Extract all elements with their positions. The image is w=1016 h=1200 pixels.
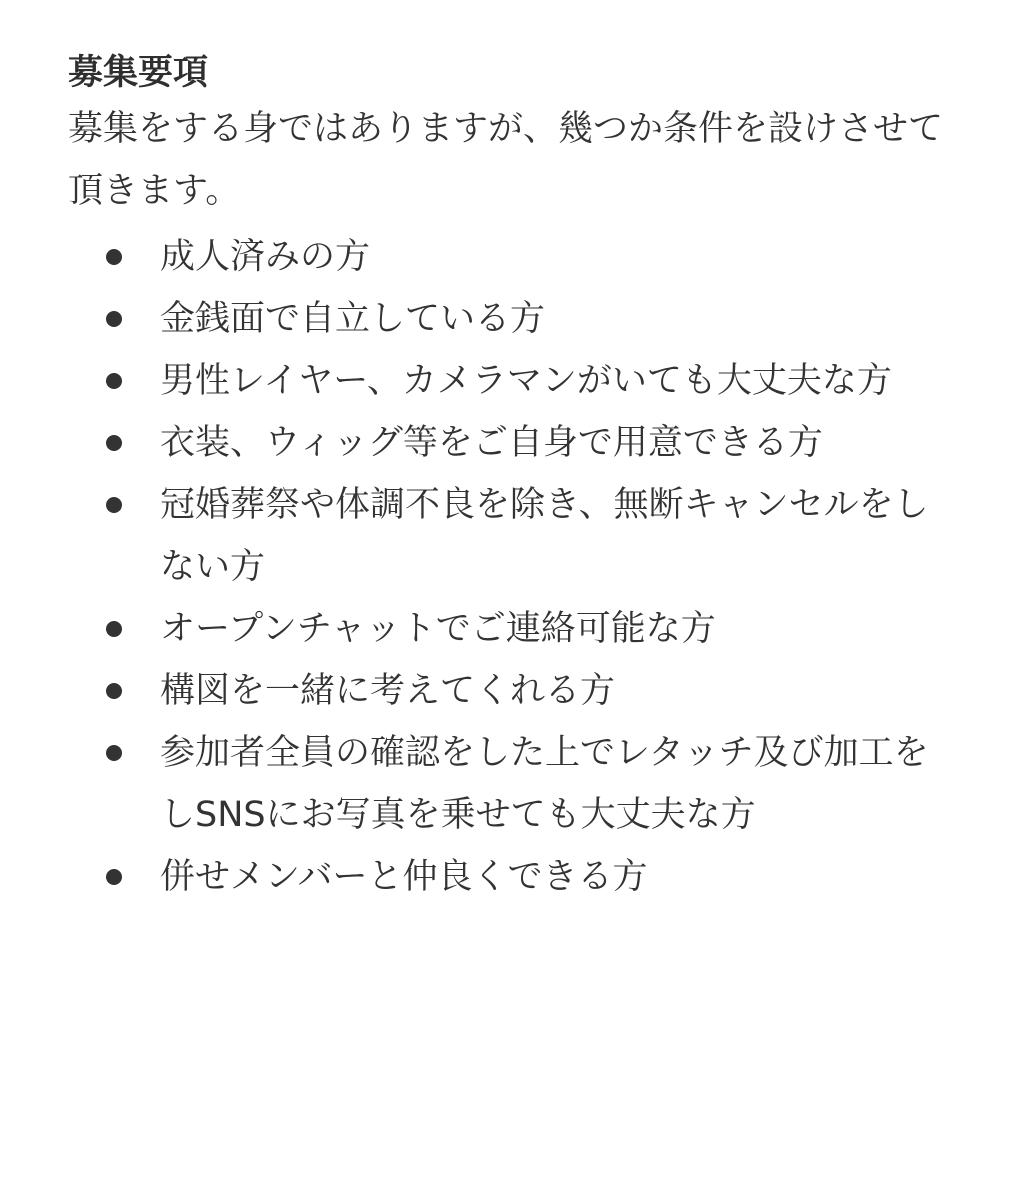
document-body: [68, 48, 948, 908]
list-item: [68, 722, 948, 846]
list-item-text: 参加者全員の確認をした上でレタッチ及び加工をしSNSにお写真を乗せても大丈夫な方: [160, 733, 929, 835]
list-item-text: 構図を一緒に考えてくれる方: [160, 671, 616, 711]
bullet-icon: [106, 683, 122, 699]
list-item: [68, 288, 948, 350]
bullet-icon: [106, 311, 122, 327]
bullet-icon: [106, 249, 122, 265]
list-item: [68, 226, 948, 288]
bullet-icon: [106, 497, 122, 513]
bullet-icon: [106, 621, 122, 637]
list-item-text: 併せメンバーと仲良くできる方: [160, 857, 648, 897]
bullet-icon: [106, 745, 122, 761]
list-item-text: 衣装、ウィッグ等をご自身で用意できる方: [160, 423, 823, 463]
list-item-text: オープンチャットでご連絡可能な方: [160, 609, 716, 649]
list-item-text: 冠婚葬祭や体調不良を除き、無断キャンセルをしない方: [160, 485, 929, 587]
list-item: [68, 598, 948, 660]
list-item: [68, 660, 948, 722]
list-item-text: 成人済みの方: [160, 237, 371, 277]
list-item-text: 男性レイヤー、カメラマンがいても大丈夫な方: [160, 361, 892, 401]
list-item: [68, 474, 948, 598]
list-item: [68, 846, 948, 908]
intro-paragraph: 募集をする身ではありますが、幾つか条件を設けさせて頂きます。: [68, 109, 944, 211]
requirements-list: [68, 226, 948, 908]
list-item: [68, 412, 948, 474]
bullet-icon: [106, 869, 122, 885]
bullet-icon: [106, 373, 122, 389]
section-heading: 募集要項: [68, 53, 209, 93]
list-item: [68, 350, 948, 412]
bullet-icon: [106, 435, 122, 451]
list-item-text: 金銭面で自立している方: [160, 299, 546, 339]
